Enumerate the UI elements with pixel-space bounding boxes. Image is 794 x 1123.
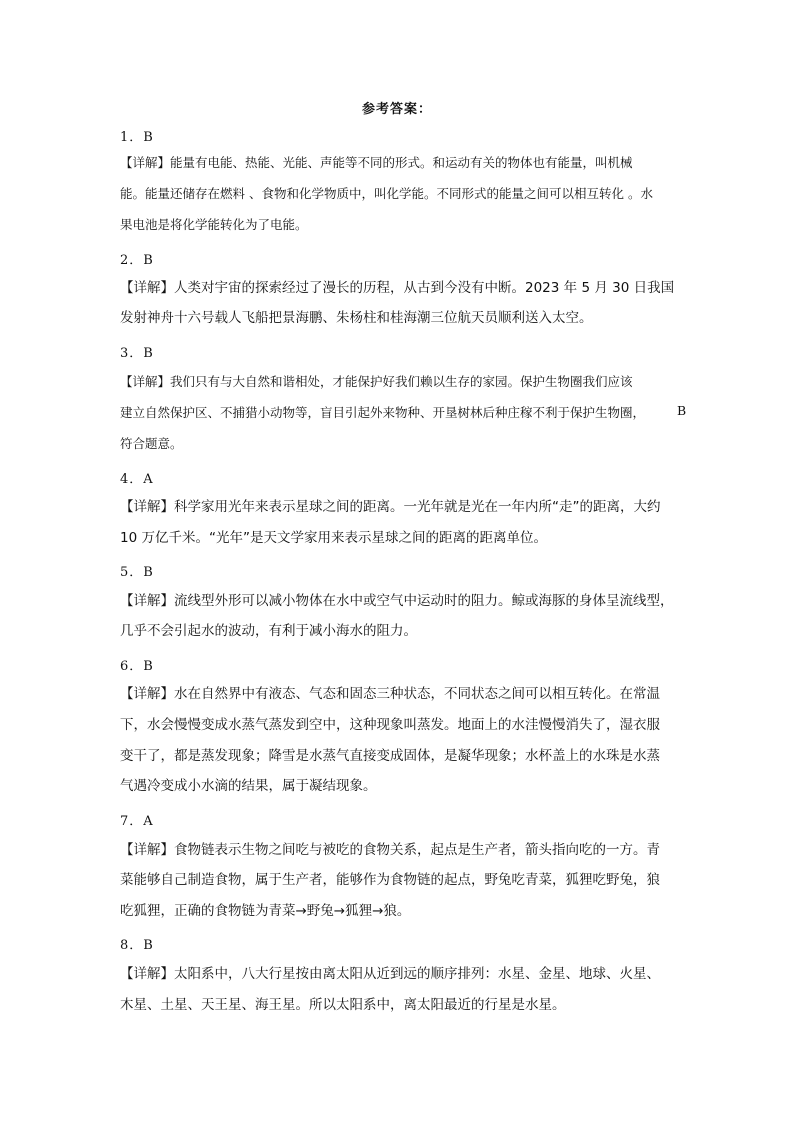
explanation-line: 【详解】我们只有与大自然和谐相处，才能保护好我们赖以生存的家园。保护生物圈我们应该 [120,374,633,389]
explanation-line: 下，水会慢慢变成水蒸气蒸发到空中，这种现象叫蒸发。地面上的水洼慢慢消失了，湿衣服 [120,717,660,733]
explanation-line: 【详解】科学家用光年来表示星球之间的距离。一光年就是光在一年内所“走”的距离，大约 [120,499,661,515]
answer-number: 5．B [120,565,154,580]
answer-number: 2．B [120,253,154,268]
explanation-line: 木星、土星、天王星、海王星。所以太阳系中，离太阳最近的行星是水星。 [120,997,566,1013]
answer-number: 3．B [120,346,154,361]
explanation-line: 10 万亿千米。“光年”是天文学家用来表示星球之间的距离的距离单位。 [120,530,547,546]
explanation-line: 符合题意。 [120,436,183,451]
explanation-line: 能。能量还储存在燃料 、食物和化学物质中，叫化学能。不同形式的能量之间可以相互转化 。水 [120,186,653,201]
explanation-line: 【详解】食物链表示生物之间吃与被吃的食物关系，起点是生产者，箭头指向吃的一方。青 [120,842,660,858]
explanation-line: 【详解】流线型外形可以减小物体在水中或空气中运动时的阻力。鲸或海豚的身体呈流线型， [120,593,674,609]
explanation-line: 菜能够自己制造食物，属于生产者，能够作为食物链的起点，野兔吃青菜，狐狸吃野兔，狼 [120,872,660,888]
explanation-line: 发射神舟十六号载人飞船把景海鹏、朱杨柱和桂海潮三位航天员顺利送入太空。 [120,310,593,326]
answer-number: 7．A [120,814,154,829]
explanation-line: 吃狐狸，正确的食物链为青菜→野兔→狐狸→狼。 [120,903,411,919]
explanation-line: 【详解】能量有电能、热能、光能、声能等不同的形式。和运动有关的物体也有能量，叫机械 [120,155,633,170]
explanation-line: 建立自然保护区、不捕猎小动物等，盲目引起外来物种、开垦树林后种庄稼不利于保护生物圈， [120,405,646,420]
explanation-line: 气遇冷变成小水滴的结果，属于凝结现象。 [120,778,377,794]
answer-number: 6．B [120,659,154,674]
explanation-line: 【详解】人类对宇宙的探索经过了漫长的历程，从古到今没有中断。2023 年 5 月 30 日我国 [120,280,675,296]
answer-number: 1．B [120,130,154,145]
explanation-line: 变干了，都是蒸发现象；降雪是水蒸气直接变成固体，是凝华现象；水杯盖上的水珠是水蒸 [120,748,660,764]
explanation-line: 果电池是将化学能转化为了电能。 [120,217,308,232]
explanation-line: 几乎不会引起水的波动，有利于减小海水的阻力。 [120,623,417,639]
answer-letter: B [677,403,687,418]
explanation-line: 【详解】太阳系中，八大行星按由离太阳从近到远的顺序排列：水星、金星、地球、火星、 [120,966,660,982]
answer-number: 8．B [120,938,154,953]
answer-number: 4．A [120,472,154,487]
page-title: 参考答案： [361,102,432,117]
explanation-line: 【详解】水在自然界中有液态、气态和固态三种状态，不同状态之间可以相互转化。在常温 [120,686,660,702]
